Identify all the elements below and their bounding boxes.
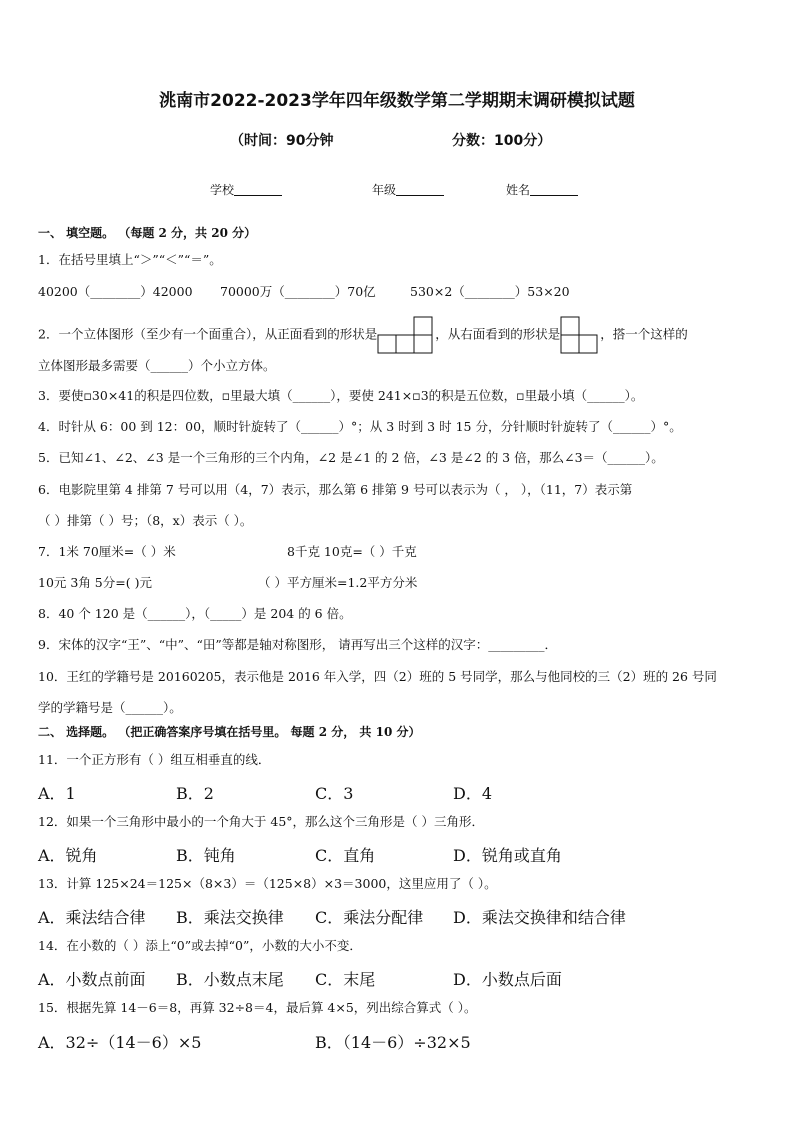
- question-1: 1．在括号里填上“＞”“＜”“＝”。: [38, 252, 222, 267]
- question-13: 13．计算 125×24＝125×（8×3）＝（125×8）×3＝3000，这里应用了（ ）。: [38, 876, 497, 891]
- question-15: 15．根据先算 14－6＝8，再算 32÷8＝4，最后算 4×5，列出综合算式（ ）。: [38, 1000, 477, 1015]
- question-3: 3．要使▫30×41的积是四位数，▫里最大填（______），要使 241×▫3的积是五位数，▫里最小填（______）。: [38, 388, 644, 403]
- question-11-option-a: A．1: [38, 784, 76, 803]
- question-14: 14．在小数的（ ）添上“0”或去掉“0”，小数的大小不变．: [38, 938, 362, 953]
- section2-heading: 二、 选择题。 （把正确答案序号填在括号里。 每题 2 分， 共 10 分）: [38, 725, 421, 739]
- question-14-option-a: A．小数点前面: [38, 970, 146, 989]
- question-7d: （ ）平方厘米=1.2平方分米: [258, 575, 418, 590]
- question-11-option-c: C．3: [315, 784, 354, 803]
- question-2: [38, 316, 756, 354]
- question-2-part1: 2．一个立体图形（至少有一个面重合），从正面看到的形状是: [38, 326, 378, 342]
- exam-score: 分数：100分）: [452, 133, 552, 149]
- question-1b: 70000万（________）70亿: [220, 284, 376, 299]
- name-blank: [530, 183, 578, 196]
- name-label: 姓名: [506, 183, 531, 197]
- section1-heading: 一、 填空题。 （每题 2 分，共 20 分）: [38, 226, 257, 240]
- question-12-option-c: C．直角: [315, 846, 376, 865]
- question-12-option-a: A．锐角: [38, 846, 98, 865]
- right-view-shape: [560, 316, 600, 354]
- school-blank: [234, 183, 282, 196]
- question-8: 8．40 个 120 是（______），（_____）是 204 的 6 倍。: [38, 606, 352, 621]
- question-12: 12．如果一个三角形中最小的一个角大于 45°，那么这个三角形是（ ）三角形．: [38, 814, 485, 829]
- question-2-continued: 立体图形最多需要（______）个小立方体。: [38, 358, 276, 373]
- question-15-option-b: B．（14－6）÷32×5: [315, 1033, 471, 1052]
- grade-blank: [396, 183, 444, 196]
- question-12-option-b: B．钝角: [176, 846, 236, 865]
- question-10: 10．王红的学籍号是 20160205，表示他是 2016 年入学，四（2）班的 5 号同学，那么与他同校的三（2）班的 26 号同: [38, 669, 717, 684]
- question-2-part2: ，从右面看到的形状是: [435, 326, 561, 342]
- question-1c: 530×2（________）53×20: [410, 284, 570, 299]
- grade-label: 年级: [372, 183, 397, 197]
- question-6: 6．电影院里第 4 排第 7 号可以用（4，7）表示，那么第 6 排第 9 号可以表示为（ ， ），（11，7）表示第: [38, 482, 633, 497]
- question-13-option-a: A．乘法结合律: [38, 908, 146, 927]
- question-1a: 40200（________）42000: [38, 284, 193, 299]
- question-11: 11．一个正方形有（ ）组互相垂直的线．: [38, 752, 271, 767]
- question-12-option-d: D．锐角或直角: [453, 846, 562, 865]
- school-field: [210, 181, 282, 198]
- question-4: 4．时针从 6：00 到 12：00，顺时针旋转了（______）°；从 3 时到 3 时 15 分，分针顺时针旋转了（______）°。: [38, 419, 682, 434]
- question-13-option-b: B．乘法交换律: [176, 908, 284, 927]
- question-7c: 10元 3角 5分=( )元: [38, 575, 152, 590]
- question-7a: 7．1米 70厘米=（ ）米: [38, 544, 176, 559]
- question-15-option-a: A．32÷（14－6）×5: [38, 1033, 202, 1052]
- question-14-option-c: C．末尾: [315, 970, 376, 989]
- question-5: 5．已知∠1、∠2、∠3 是一个三角形的三个内角，∠2 是∠1 的 2 倍，∠3 是∠2 的 3 倍，那么∠3＝（______）。: [38, 450, 664, 465]
- front-view-shape: [377, 316, 435, 354]
- question-10-continued: 学的学籍号是（______）。: [38, 700, 182, 715]
- name-field: [506, 181, 578, 198]
- question-13-option-c: C．乘法分配律: [315, 908, 424, 927]
- question-14-option-b: B．小数点末尾: [176, 970, 284, 989]
- question-13-option-d: D．乘法交换律和结合律: [453, 908, 626, 927]
- exam-time: （时间：90分钟: [230, 133, 334, 149]
- question-6-continued: （ ）排第（ ）号；（8，x）表示（ ）。: [38, 513, 253, 528]
- grade-field: [372, 181, 444, 198]
- question-11-option-d: D．4: [453, 784, 493, 803]
- school-label: 学校: [210, 183, 235, 197]
- question-14-option-d: D．小数点后面: [453, 970, 562, 989]
- question-7b: 8千克 10克=（ ）千克: [287, 544, 417, 559]
- page-title: 洮南市2022-2023学年四年级数学第二学期期末调研模拟试题: [159, 91, 635, 111]
- question-2-part3: ，搭一个这样的: [600, 326, 688, 342]
- question-11-option-b: B．2: [176, 784, 214, 803]
- question-9: 9．宋体的汉字“王”、“中”、“田”等都是轴对称图形， 请再写出三个这样的汉字：_________．: [38, 637, 558, 652]
